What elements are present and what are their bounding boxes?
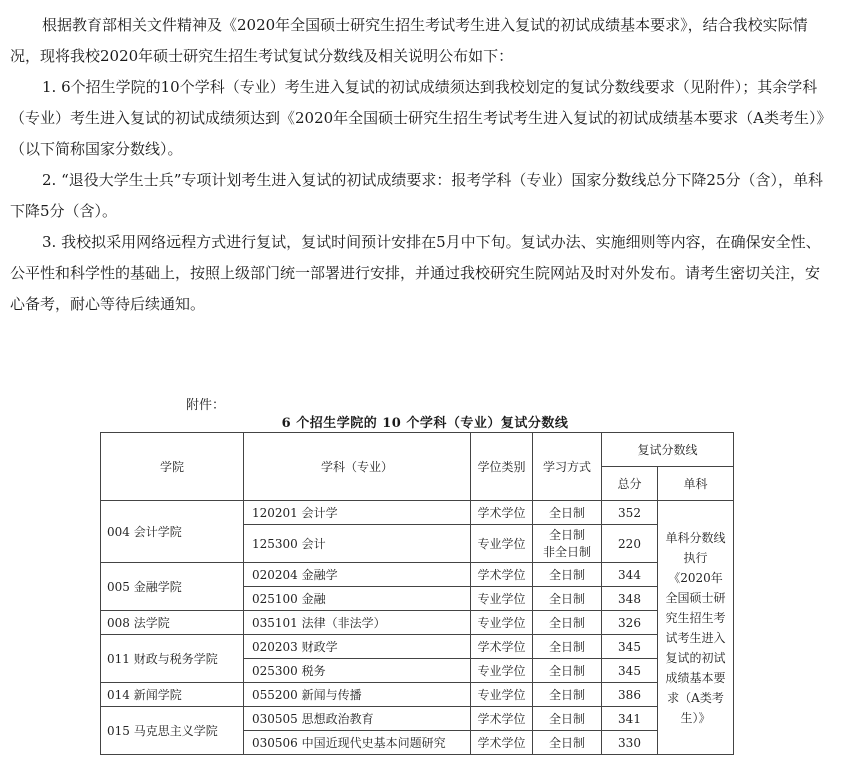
table-row xyxy=(101,563,734,587)
major-cell: 055200 新闻与传播 xyxy=(244,683,471,707)
study-mode-cell: 全日制 xyxy=(533,635,602,659)
rule-2-paragraph: 2. “退役大学生士兵”专项计划考生进入复试的初试成绩要求：报考学科（专业）国家分数线总分下降25分（含），单科下降5分（含）。 xyxy=(10,171,824,220)
college-cell: 004 会计学院 xyxy=(101,501,244,563)
major-cell: 035101 法律（非法学） xyxy=(244,611,471,635)
rule-1-paragraph: 1. 6个招生学院的10个学科（专业）考生进入复试的初试成绩须达到我校划定的复试分数线要求（见附件）；其余学科（专业）考生进入复试的初试成绩须达到《2020年全国硕士研究生招生考试考生进入复试的初试成绩基本要求（A类考生）》（以下简称国家分数线）。 xyxy=(10,78,825,158)
rule-3-paragraph: 3. 我校拟采用网络远程方式进行复试，复试时间预计安排在5月中下旬。复试办法、实施细则等内容，在确保安全性、公平性和科学性的基础上，按照上级部门统一部署进行安排，并通过我校研究生院网站及时对外发布。请考生密切关注，安心备考，耐心等待后续通知。 xyxy=(10,233,821,313)
study-mode-cell: 全日制 xyxy=(533,563,602,587)
study-mode-line: 非全日制 xyxy=(542,544,591,559)
major-cell: 125300 会计 xyxy=(244,525,471,563)
major-cell: 030506 中国近现代史基本问题研究 xyxy=(244,731,471,755)
degree-type-cell: 专业学位 xyxy=(471,525,533,563)
degree-type-cell: 专业学位 xyxy=(471,683,533,707)
table-row xyxy=(101,611,734,635)
study-mode-cell: 全日制 xyxy=(533,501,602,525)
total-score-cell: 348 xyxy=(602,587,658,611)
study-mode-cell: 全日制 xyxy=(533,587,602,611)
degree-type-cell: 学术学位 xyxy=(471,635,533,659)
study-mode-cell: 全日制 xyxy=(533,707,602,731)
header-score-group: 复试分数线 xyxy=(602,433,734,467)
college-cell: 008 法学院 xyxy=(101,611,244,635)
degree-type-cell: 专业学位 xyxy=(471,659,533,683)
study-mode-cell: 全日制 xyxy=(533,659,602,683)
table-row xyxy=(101,707,734,731)
degree-type-cell: 学术学位 xyxy=(471,563,533,587)
total-score-cell: 341 xyxy=(602,707,658,731)
degree-type-cell: 学术学位 xyxy=(471,707,533,731)
header-study-mode: 学习方式 xyxy=(533,433,602,501)
total-score-cell: 330 xyxy=(602,731,658,755)
header-degree-type: 学位类别 xyxy=(471,433,533,501)
degree-type-cell: 学术学位 xyxy=(471,501,533,525)
table-row xyxy=(101,501,734,525)
total-score-cell: 326 xyxy=(602,611,658,635)
score-table xyxy=(100,432,734,755)
study-mode-cell: 全日制 xyxy=(533,731,602,755)
major-cell: 030505 思想政治教育 xyxy=(244,707,471,731)
table-row xyxy=(101,635,734,659)
college-cell: 005 金融学院 xyxy=(101,563,244,611)
study-mode-cell: 全日制 xyxy=(533,611,602,635)
total-score-cell: 220 xyxy=(602,525,658,563)
degree-type-cell: 专业学位 xyxy=(471,611,533,635)
notice-body xyxy=(10,10,830,320)
degree-type-cell: 学术学位 xyxy=(471,731,533,755)
header-major: 学科（专业） xyxy=(244,433,471,501)
major-cell: 020203 财政学 xyxy=(244,635,471,659)
table-row xyxy=(101,683,734,707)
college-cell: 015 马克思主义学院 xyxy=(101,707,244,755)
major-cell: 020204 金融学 xyxy=(244,563,471,587)
college-cell: 014 新闻学院 xyxy=(101,683,244,707)
major-cell: 025100 金融 xyxy=(244,587,471,611)
total-score-cell: 386 xyxy=(602,683,658,707)
header-college: 学院 xyxy=(101,433,244,501)
college-cell: 011 财政与税务学院 xyxy=(101,635,244,683)
table-title: 6 个招生学院的 10 个学科（专业）复试分数线 xyxy=(281,416,569,431)
total-score-cell: 344 xyxy=(602,563,658,587)
total-score-cell: 352 xyxy=(602,501,658,525)
study-mode-cell xyxy=(533,525,602,563)
major-cell: 025300 税务 xyxy=(244,659,471,683)
major-cell: 120201 会计学 xyxy=(244,501,471,525)
header-total: 总分 xyxy=(602,467,658,501)
study-mode-line: 全日制 xyxy=(548,527,585,542)
total-score-cell: 345 xyxy=(602,635,658,659)
total-score-cell: 345 xyxy=(602,659,658,683)
appendix-label: 附件： xyxy=(186,398,226,413)
degree-type-cell: 专业学位 xyxy=(471,587,533,611)
header-single: 单科 xyxy=(658,467,734,501)
single-subject-note: 单科分数线执行《2020年全国硕士研究生招生考试考生进入复试的初试成绩基本要求（A类考生）》 xyxy=(658,501,734,755)
study-mode-cell: 全日制 xyxy=(533,683,602,707)
intro-paragraph: 根据教育部相关文件精神及《2020年全国硕士研究生招生考试考生进入复试的初试成绩基本要求》，结合我校实际情况，现将我校2020年硕士研究生招生考试复试分数线及相关说明公布如下： xyxy=(10,16,808,65)
